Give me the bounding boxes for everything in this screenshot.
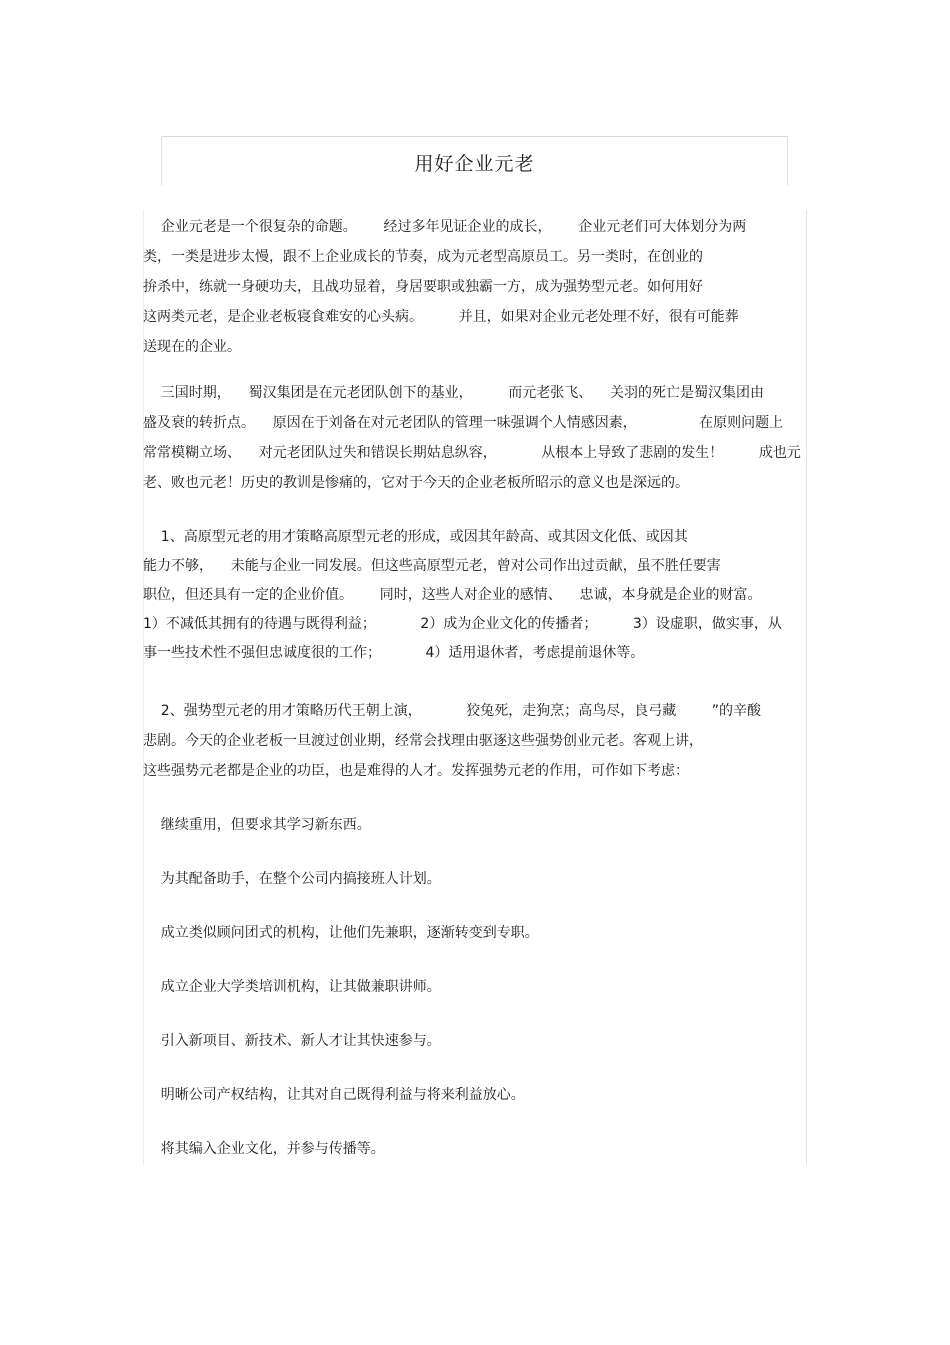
paragraph-line: 继续重用，但要求其学习新东西。: [143, 817, 371, 833]
title-box: [161, 136, 788, 186]
paragraph-line: 1、高原型元老的用才策略高原型元老的形成，或因其年龄高、或其因文化低、或因其: [143, 529, 688, 545]
paragraph-line: 引入新项目、新技术、新人才让其快速参与。: [143, 1033, 441, 1049]
paragraph-line: 这两类元老，是企业老板寝食难安的心头病。 并且，如果对企业元老处理不好，很有可能葬: [143, 309, 739, 325]
paragraph-line: 企业元老是一个很复杂的命题。 经过多年见证企业的成长， 企业元老们可大体划分为两: [143, 219, 747, 235]
paragraph-line: 盛及衰的转折点。 原因在于刘备在对元老团队的管理一味强调个人情感因素， 在原则问题上: [143, 415, 784, 431]
paragraph-line: 三国时期， 蜀汉集团是在元老团队创下的基业， 而元老张飞、 关羽的死亡是蜀汉集团由: [143, 385, 765, 401]
paragraph-line: 拚杀中，练就一身硬功夫，且战功显着，身居要职或独霸一方，成为强势型元老。如何用好: [143, 279, 703, 295]
paragraph-line: 常常模糊立场、 对元老团队过失和错误长期姑息纵容， 从根本上导致了悲剧的发生！ 成也元: [143, 445, 801, 461]
paragraph-line: 老、败也元老！历史的教训是惨痛的，它对于今天的企业老板所昭示的意义也是深远的。: [143, 475, 689, 491]
paragraph-line: 送现在的企业。: [143, 339, 241, 355]
paragraph-line: 悲剧。今天的企业老板一旦渡过创业期，经常会找理由驱逐这些强势创业元老。客观上讲，: [143, 733, 703, 749]
paragraph-line: 能力不够， 未能与企业一同发展。但这些高原型元老，曾对公司作出过贡献，虽不胜任要害: [143, 558, 721, 574]
paragraph-line: 将其编入企业文化，并参与传播等。: [143, 1141, 385, 1157]
paragraph-line: 这些强势元老都是企业的功臣，也是难得的人才。发挥强势元老的作用，可作如下考虑：: [143, 763, 689, 779]
paragraph-line: 职位，但还具有一定的企业价值。 同时，这些人对企业的感情、 忠诚，本身就是企业的财富。: [143, 587, 762, 603]
paragraph-line: 明晰公司产权结构，让其对自己既得利益与将来利益放心。: [143, 1087, 525, 1103]
right-rule: [806, 210, 807, 1165]
paragraph-line: 1）不减低其拥有的待遇与既得利益； 2）成为企业文化的传播者； 3）设虚职，做实事，从: [143, 616, 782, 632]
paragraph-line: 2、强势型元老的用才策略历代王朝上演， 狡兔死，走狗烹；高鸟尽，良弓藏 ”的辛酸: [143, 703, 762, 719]
paragraph-line: 成立企业大学类培训机构，让其做兼职讲师。: [143, 979, 441, 995]
paragraph-line: 成立类似顾问团式的机构，让他们先兼职，逐渐转变到专职。: [143, 925, 539, 941]
paragraph-line: 类，一类是进步太慢，跟不上企业成长的节奏，成为元老型高原员工。另一类时，在创业的: [143, 249, 703, 265]
paragraph-line: 事一些技术性不强但忠诚度很的工作； 4）适用退休者，考虑提前退休等。: [143, 645, 645, 661]
document-title: 用好企业元老: [414, 153, 535, 175]
paragraph-line: 为其配备助手，在整个公司内搞接班人计划。: [143, 871, 441, 887]
